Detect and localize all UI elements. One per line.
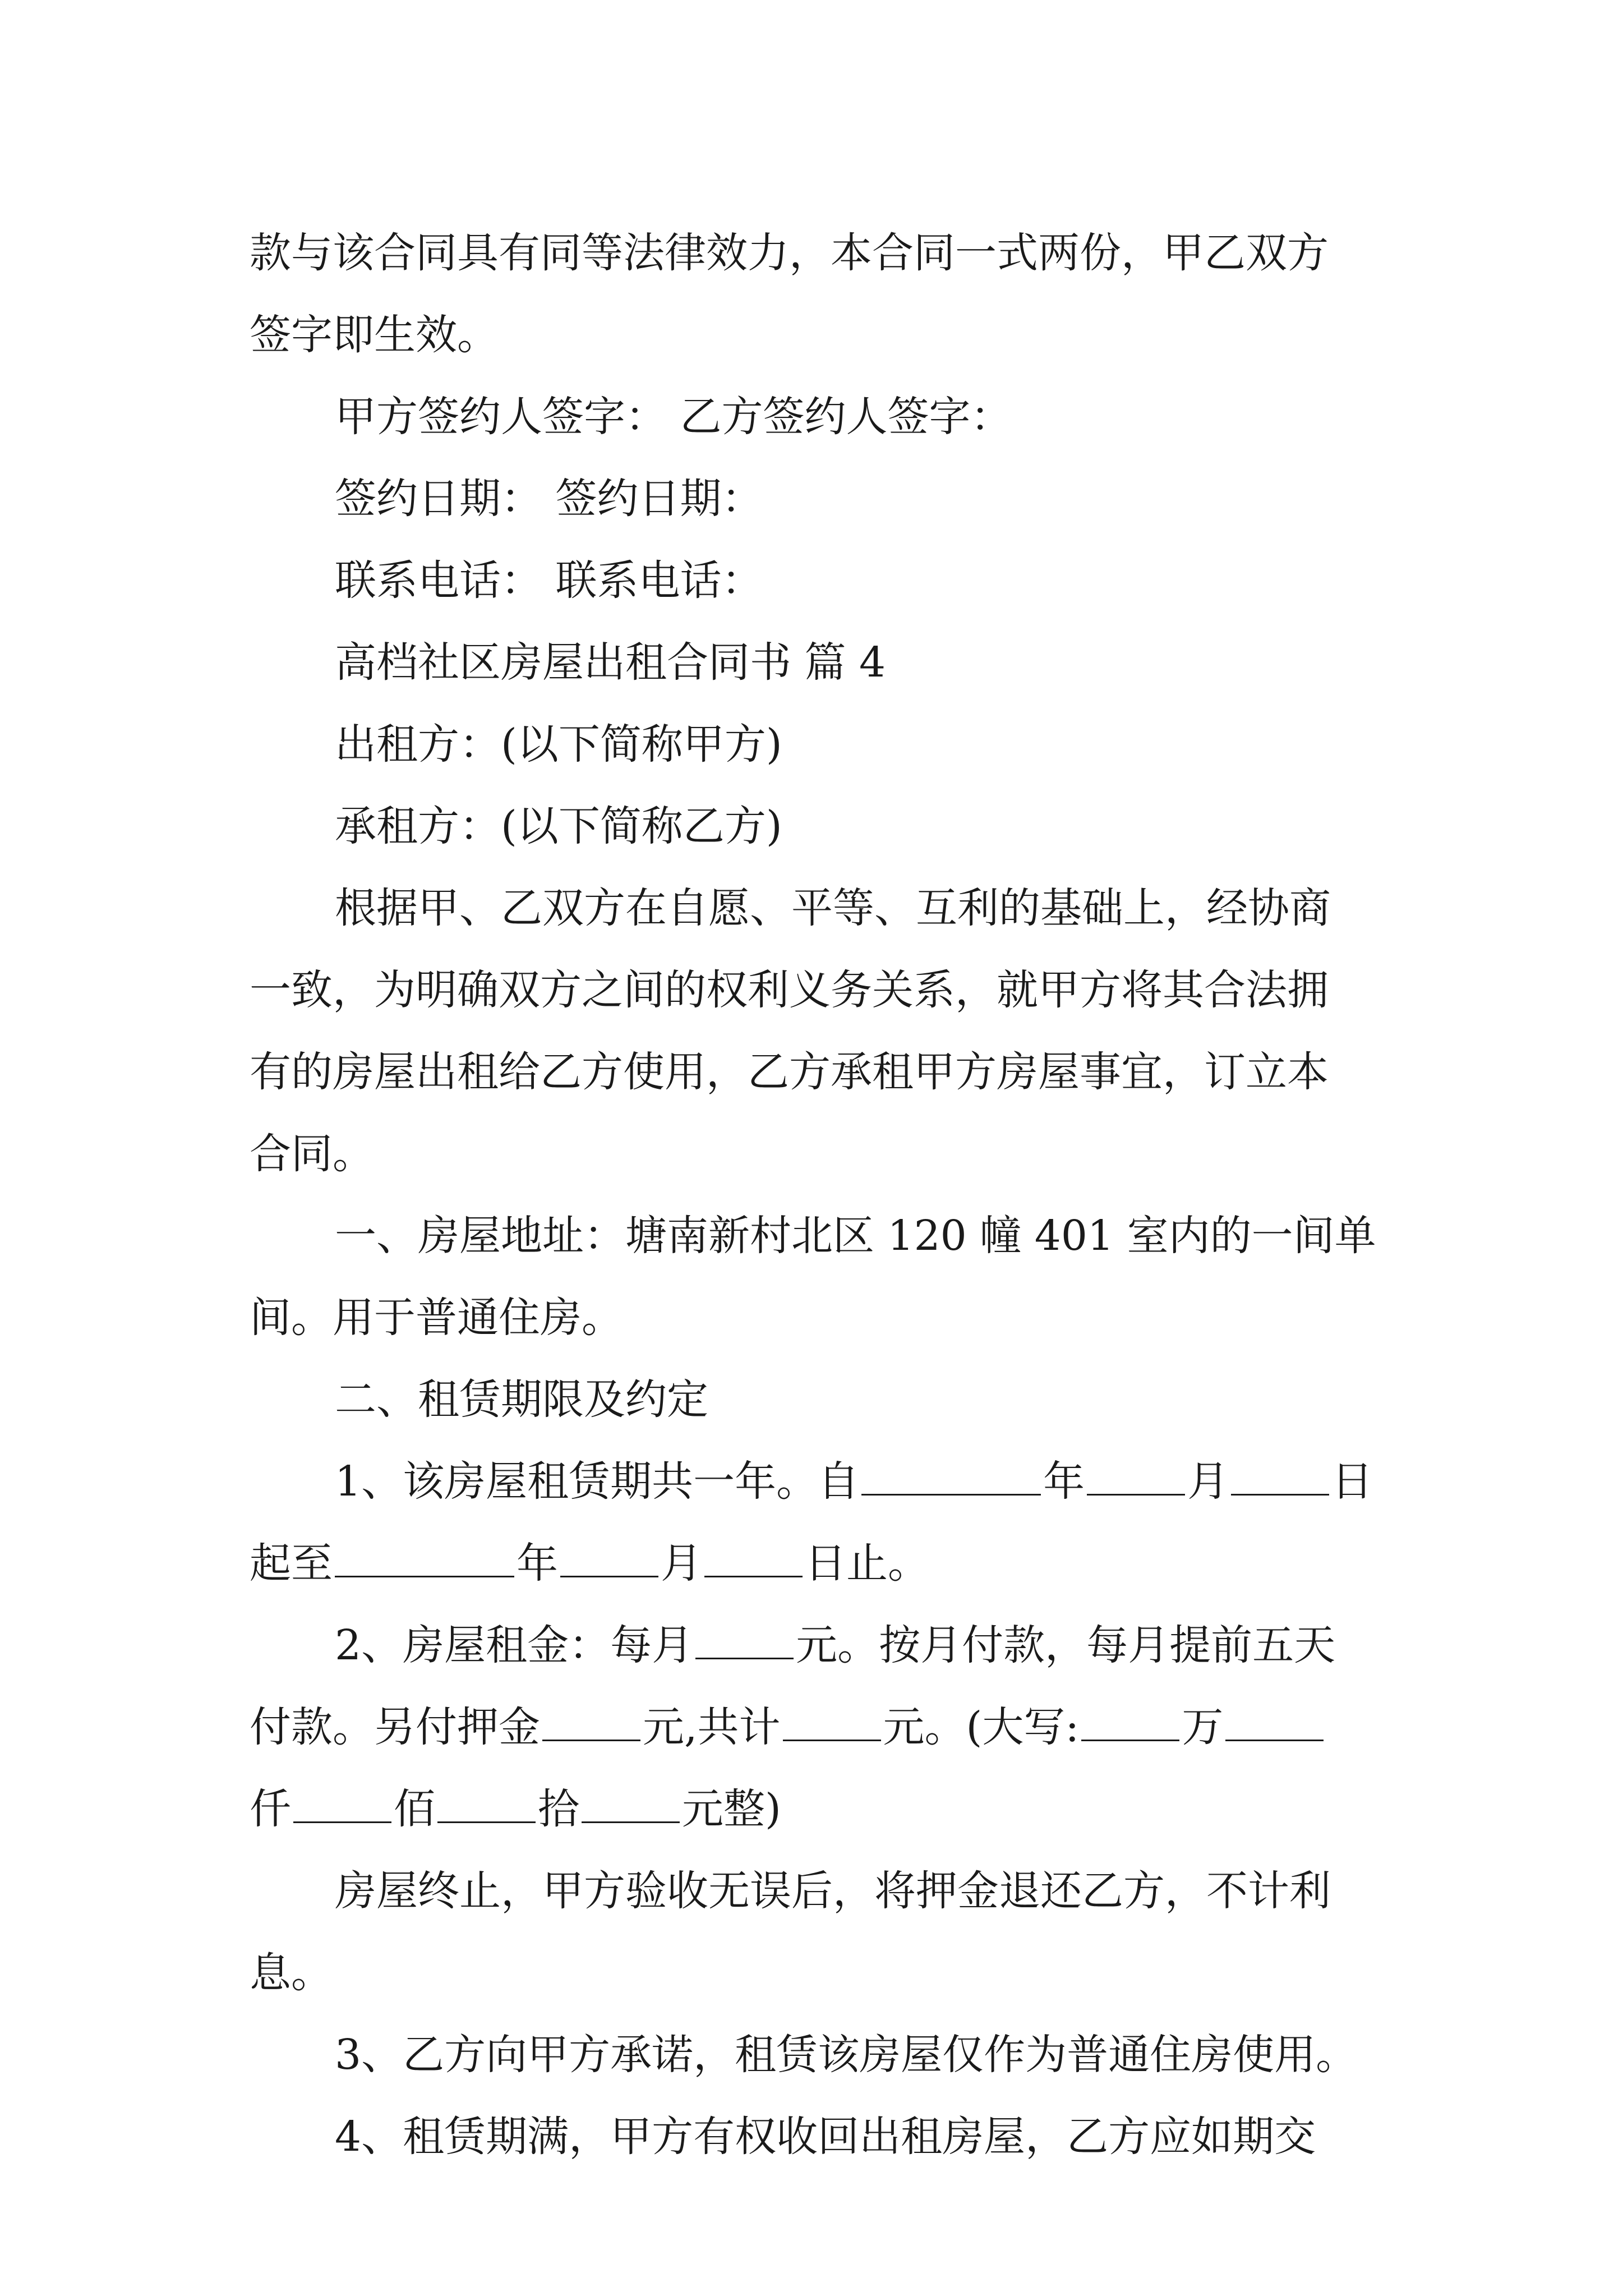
- blank-field: [437, 1787, 536, 1823]
- deposit-line: [250, 1686, 1371, 1768]
- blank-field: [1225, 1705, 1324, 1741]
- blank-field: [582, 1787, 680, 1823]
- blank-field: [783, 1705, 881, 1741]
- amount-line: [250, 1768, 1371, 1850]
- sign-date-line: 签约日期： 签约日期：: [335, 475, 763, 523]
- text-segment: 2、房屋租金：每月: [335, 1621, 694, 1669]
- lessor-line: 出租方：(以下简称甲方): [335, 720, 782, 769]
- text-segment: 付款。另付押金: [250, 1703, 540, 1751]
- lease-term-line: [250, 1441, 1371, 1522]
- text-segment: 日止。: [805, 1539, 929, 1588]
- text-segment: 月: [661, 1539, 702, 1588]
- paragraph-line: 间。用于普通住房。: [250, 1294, 623, 1342]
- signature-line: 甲方签约人签字： 乙方签约人签字：: [335, 393, 1012, 441]
- section-heading: 高档社区房屋出租合同书 篇 4: [335, 638, 886, 687]
- text-segment: 1、该房屋租赁期共一年。自: [335, 1457, 860, 1506]
- paragraph-line: 一、房屋地址：塘南新村北区 120 幢 401 室内的一间单: [335, 1212, 1376, 1260]
- blank-field: [542, 1705, 640, 1741]
- text-segment: 元。按月付款，每月提前五天: [796, 1621, 1336, 1669]
- blank-field: [695, 1623, 794, 1659]
- phone-line: 联系电话： 联系电话：: [335, 556, 763, 605]
- lease-term-line: [250, 1522, 1371, 1604]
- blank-field: [1087, 1459, 1185, 1496]
- blank-field: [560, 1541, 658, 1577]
- text-segment: 拾: [538, 1785, 579, 1833]
- text-segment: 月: [1187, 1457, 1229, 1506]
- paragraph-line: 有的房屋出租给乙方使用，乙方承租甲方房屋事宜，订立本: [250, 1048, 1329, 1096]
- blank-field: [335, 1541, 514, 1577]
- text-segment: 仟: [250, 1785, 291, 1833]
- clause-heading: 二、租赁期限及约定: [335, 1375, 708, 1424]
- paragraph-line: 4、租赁期满，甲方有权收回出租房屋，乙方应如期交: [335, 2113, 1316, 2161]
- paragraph-line: 根据甲、乙双方在自愿、平等、互利的基础上，经协商: [335, 884, 1331, 932]
- paragraph-line: 息。: [250, 1949, 333, 1997]
- text-segment: 佰: [394, 1785, 435, 1833]
- blank-field: [293, 1787, 391, 1823]
- lessee-line: 承租方：(以下简称乙方): [335, 802, 782, 850]
- text-segment: 元整): [682, 1785, 781, 1833]
- blank-field: [1231, 1459, 1329, 1496]
- text-segment: 日: [1331, 1457, 1373, 1506]
- text-segment: 元,共计: [643, 1703, 781, 1751]
- text-segment: 元。(大写:: [883, 1703, 1080, 1751]
- paragraph-line: 一致，为明确双方之间的权利义务关系，就甲方将其合法拥: [250, 966, 1329, 1014]
- rent-line: [250, 1604, 1371, 1686]
- paragraph-line: 签字即生效。: [250, 311, 499, 359]
- paragraph-line: 款与该合同具有同等法律效力，本合同一式两份，甲乙双方: [250, 229, 1329, 277]
- blank-field: [1081, 1705, 1179, 1741]
- text-segment: 万: [1182, 1703, 1224, 1751]
- document-page: [250, 212, 1376, 2178]
- blank-field: [861, 1459, 1041, 1496]
- text-segment: 年: [1043, 1457, 1085, 1506]
- text-segment: 年: [517, 1539, 558, 1588]
- paragraph-line: 合同。: [250, 1130, 374, 1178]
- blank-field: [704, 1541, 803, 1577]
- paragraph-line: 房屋终止，甲方验收无误后，将押金退还乙方，不计利: [335, 1867, 1331, 1915]
- paragraph-line: 3、乙方向甲方承诺，租赁该房屋仅作为普通住房使用。: [335, 2031, 1358, 2079]
- text-segment: 起至: [250, 1539, 333, 1588]
